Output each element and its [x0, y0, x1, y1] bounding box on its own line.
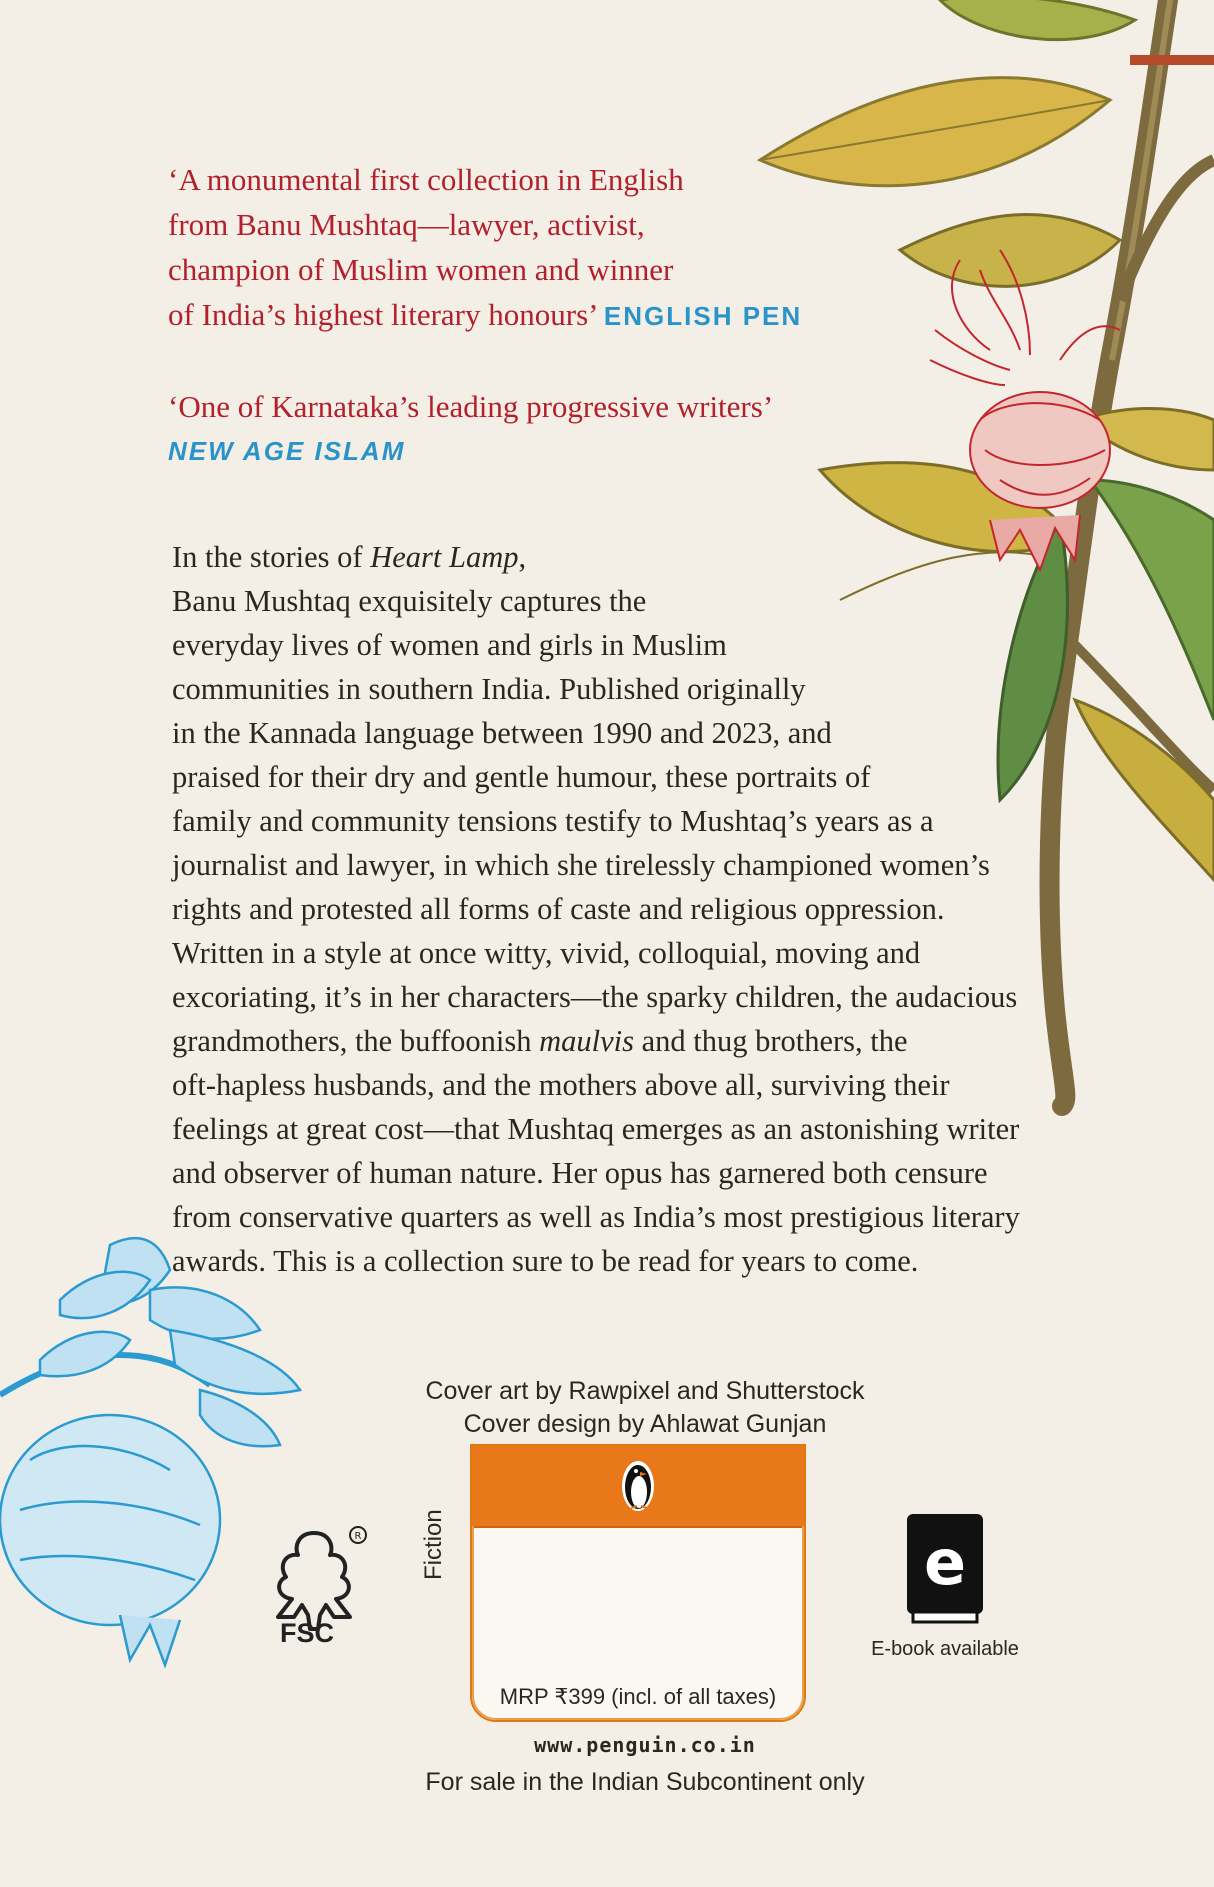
- quote-source: NEW AGE ISLAM: [168, 436, 406, 466]
- publisher-website-link[interactable]: www.penguin.co.in: [534, 1733, 756, 1757]
- svg-text:R: R: [354, 1531, 362, 1542]
- cover-art-credit: Cover art by Rawpixel and Shutterstock: [425, 1377, 865, 1405]
- branch-highlight: [1112, 0, 1170, 360]
- synopsis-blurb: [172, 535, 1112, 1283]
- leaf: [940, 0, 1135, 40]
- blurb-line: In the stories of Heart Lamp,: [172, 540, 527, 574]
- quote-source: ENGLISH PEN: [603, 301, 803, 331]
- quote-line: champion of Muslim women and winner: [168, 252, 674, 287]
- blurb-line: in the Kannada language between 1990 and 2023, and: [172, 716, 832, 750]
- blurb-line: rights and protested all forms of caste and religious oppression.: [172, 892, 945, 926]
- blurb-line: communities in southern India. Published originally: [172, 672, 806, 706]
- review-quote-english-pen: [168, 157, 908, 339]
- blurb-line: journalist and lawyer, in which she tirelessly championed women’s: [172, 848, 990, 882]
- ebook-icon: [905, 1512, 985, 1632]
- fsc-label: FSC: [280, 1618, 334, 1648]
- book-category: Fiction: [420, 1509, 447, 1580]
- blurb-line: awards. This is a collection sure to be read for years to come.: [172, 1244, 919, 1278]
- blurb-line: feelings at great cost—that Mushtaq emerges as an astonishing writer: [172, 1112, 1020, 1146]
- quote-line: ‘One of Karnataka’s leading progressive writers’: [168, 389, 774, 424]
- ebook-letter: e: [923, 1526, 967, 1599]
- cover-design-credit: Cover design by Ahlawat Gunjan: [463, 1410, 827, 1438]
- sales-region-notice: For sale in the Indian Subcontinent only: [425, 1768, 865, 1796]
- blurb-line: praised for their dry and gentle humour, these portraits of: [172, 760, 871, 794]
- penguin-header: [472, 1446, 804, 1528]
- ebook-label: E-book available: [871, 1638, 1019, 1660]
- review-quote-new-age-islam: [168, 384, 908, 474]
- price-box: [470, 1444, 806, 1722]
- penguin-logo-icon: [621, 1460, 655, 1512]
- blurb-line: Banu Mushtaq exquisitely captures the: [172, 584, 647, 618]
- leaf: [900, 215, 1120, 287]
- blue-pomegranate: [0, 1238, 300, 1665]
- quote-line: ‘A monumental first collection in English: [168, 162, 684, 197]
- quote-line-with-source: [168, 292, 908, 339]
- quote-line: of India’s highest literary honours’: [168, 297, 597, 332]
- blurb-line: from conservative quarters as well as India’s most prestigious literary: [172, 1200, 1020, 1234]
- blurb-line: oft-hapless husbands, and the mothers above all, surviving their: [172, 1068, 950, 1102]
- blurb-line: everyday lives of women and girls in Muslim: [172, 628, 727, 662]
- cover-credits: [420, 1375, 870, 1441]
- blurb-line: excoriating, it’s in her characters—the sparky children, the audacious: [172, 980, 1018, 1014]
- price-body: [472, 1526, 804, 1720]
- blurb-line: Written in a style at once witty, vivid, colloquial, moving and: [172, 936, 921, 970]
- blurb-line: grandmothers, the buffoonish maulvis and thug brothers, the: [172, 1024, 908, 1058]
- quote-line: from Banu Mushtaq—lawyer, activist,: [168, 207, 645, 242]
- blurb-line: family and community tensions testify to Mushtaq’s years as a: [172, 804, 934, 838]
- blurb-line: and observer of human nature. Her opus has garnered both censure: [172, 1156, 988, 1190]
- mrp-price: MRP ₹399 (incl. of all taxes): [499, 1684, 777, 1709]
